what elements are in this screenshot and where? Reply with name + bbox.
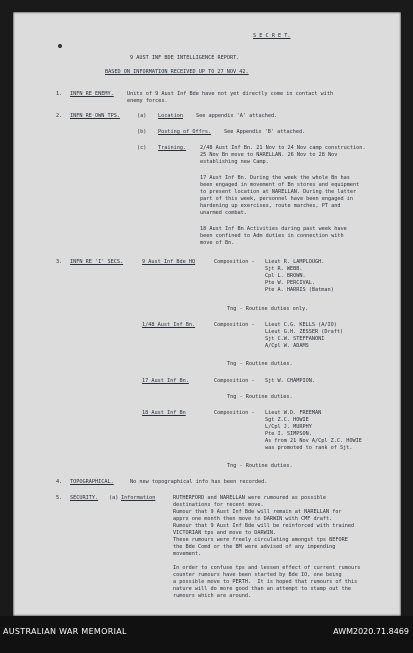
security-line: Rumour that 9 Aust Inf Bde will remain at NARELLAN for (173, 509, 342, 515)
security-line: nature will do more good than an attempt to stamp out the (173, 586, 352, 592)
section-5-heading: SECURITY. (70, 495, 99, 501)
unit-18-bn: 18 Aust Inf Bn (142, 410, 186, 416)
training-line: move of Bn. (200, 240, 235, 246)
unit-bde-hq: 9 Aust Inf Bde HQ (142, 259, 196, 265)
security-line: a possible move to PERTH. It is hoped that rumours of this (173, 579, 358, 585)
document-page (13, 12, 401, 616)
training-note: Tng - Routine duties only. (227, 306, 309, 312)
composition-entry: Lieut W.D. FREEMAN (265, 410, 322, 416)
composition-entry: Sjt W. CHAMPION. (265, 378, 315, 384)
composition-label: Composition - (214, 259, 255, 265)
section-2-number: 2. (56, 113, 63, 119)
composition-entry: L/Cpl J. MURPHY (265, 424, 312, 430)
training-note: Tng - Routine duties. (227, 394, 293, 400)
composition-entry: was promoted to rank of Sjt. (265, 445, 353, 451)
composition-entry: As from 21 Nov A/Cpl Z.C. HOWIE (265, 438, 362, 444)
training-line: 2/48 Aust Inf Bn. 21 Nov to 24 Nov camp construction. (200, 145, 366, 151)
archive-footer (0, 616, 413, 653)
punch-hole-mark (58, 44, 62, 48)
security-line: destinations for recent move. (173, 502, 264, 508)
composition-entry: Sjt C.W. STEFFANONI (265, 336, 325, 342)
section-2a-heading: Location (158, 113, 183, 119)
training-line: hardening up exercises, route marches, PT and (200, 203, 341, 209)
composition-label: Composition - (214, 322, 255, 328)
composition-entry: Sjt R. WEBB. (265, 266, 303, 272)
training-line: to present location at NARELLAN. During the latter (200, 189, 357, 195)
training-line: been engaged in movement of Bn stores and equipment (200, 182, 360, 188)
section-1-number: 1. (56, 91, 63, 97)
section-5-number: 5. (56, 495, 63, 501)
security-line: movement. (173, 551, 202, 557)
section-1-line: Units of 9 Aust Inf Bde have not yet directly come in contact with (127, 91, 334, 97)
training-line: 18 Aust Inf Bn Activities during past week have (200, 226, 347, 232)
section-5a-label: (a) (109, 495, 119, 501)
section-2b-text: See Appendix 'B' attached. (224, 129, 306, 135)
section-2b-label: (b) (137, 129, 147, 135)
security-line: counter rumours have been started by Bde IO, one being (173, 572, 342, 578)
unit-17-bn: 17 Aust Inf Bn. (142, 378, 189, 384)
section-5a-heading: Information (121, 495, 156, 501)
report-title: 9 AUST INF BDE INTELLIGENCE REPORT. (130, 55, 240, 61)
section-4-number: 4. (56, 479, 63, 485)
composition-entry: A/Cpl W. ADAMS (265, 343, 309, 349)
unit-1-48-bn: 1/48 Aust Inf Bn. (142, 322, 196, 328)
section-2b-heading: Posting of Offrs. (158, 129, 212, 135)
security-line: In order to confuse tps and lessen effect of current rumours (173, 565, 361, 571)
security-line: Rumour that 9 Aust Inf Bde will be reinforced with trained (173, 523, 355, 529)
classification: S E C R E T. (253, 33, 291, 39)
composition-label: Composition - (214, 410, 255, 416)
composition-entry: Lieut C.G. KELLS (A/IO) (265, 322, 337, 328)
security-line: the Bde Comd or the BM were advised of any impending (173, 544, 336, 550)
footer-institution: AUSTRALIAN WAR MEMORIAL (3, 627, 127, 636)
composition-label: Composition - (214, 378, 255, 384)
security-line: RUTHERFORD and NARELLAN were rumoured as possible (173, 495, 327, 501)
composition-entry: Pte W. PERCIVAL. (265, 280, 315, 286)
security-line: VICTORIAN tps and move to DARWIN. (173, 530, 277, 536)
training-note: Tng - Routine duties. (227, 361, 293, 367)
section-2a-text: See appendix 'A' attached. (196, 113, 278, 119)
section-2a-label: (a) (137, 113, 147, 119)
composition-entry: Sgt Z.C. HOWIE (265, 417, 309, 423)
training-note: Tng - Routine duties. (227, 463, 293, 469)
composition-entry: Pte A. HARRIS (Batman) (265, 287, 334, 293)
security-line: apprx one month then move to DARWIN with CMF draft. (173, 516, 333, 522)
training-line: unarmed combat. (200, 210, 247, 216)
training-line: been confined to Adm duties in connection with (200, 233, 344, 239)
section-2c-heading: Training. (158, 145, 187, 151)
composition-entry: Cpl L. BROWN. (265, 273, 306, 279)
section-2c-label: (c) (137, 145, 147, 151)
composition-entry: Lieut G.H. ZESSER (Draft) (265, 329, 344, 335)
section-3-heading: INFN RE 'I' SECS. (70, 259, 124, 265)
section-4-heading: TOPOGRAPHICAL. (70, 479, 114, 485)
training-line: 25 Nov Bn move to NARELLAN. 26 Nov to 28 Nov (200, 152, 338, 158)
training-line: part of this week, personnel have been engaged in (200, 196, 354, 202)
section-2-heading: INFN RE OWN TPS. (70, 113, 120, 119)
composition-entry: Pte I. SIMPSON. (265, 431, 312, 437)
training-line: establishing new Camp. (200, 159, 269, 165)
composition-entry: Lieut R. LAMPLOUGH. (265, 259, 325, 265)
security-line: These rumours were freely circulating amongst tps BEFORE (173, 537, 348, 543)
security-line: rumours which are around. (173, 593, 252, 599)
section-3-number: 3. (56, 259, 63, 265)
footer-accession-number: AWM2020.71.8469 (333, 627, 409, 636)
training-line: 17 Aust Inf Bn. During the week the whole Bn has (200, 175, 350, 181)
section-4-text: No new topographical info has been recorded. (130, 479, 268, 485)
report-subtitle: BASED ON INFORMATION RECEIVED UP TO 27 NOV 42. (105, 69, 249, 75)
section-1-heading: INFN RE ENEMY. (70, 91, 114, 97)
section-1-line: enemy forces. (127, 98, 168, 104)
